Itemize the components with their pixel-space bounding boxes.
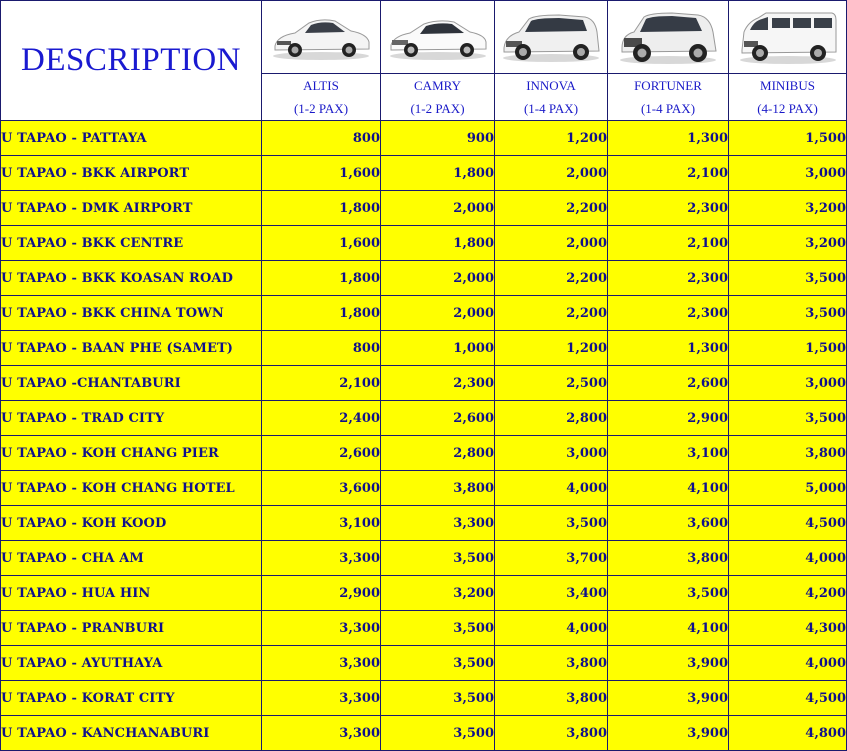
route-cell: U TAPAO - KOH CHANG PIER	[1, 436, 262, 471]
price-cell: 3,800	[495, 646, 608, 681]
price-cell: 1,800	[262, 261, 381, 296]
price-cell: 3,400	[495, 576, 608, 611]
price-cell: 2,100	[608, 226, 729, 261]
route-cell: U TAPAO - PATTAYA	[1, 121, 262, 156]
price-cell: 3,900	[608, 716, 729, 751]
price-cell: 3,800	[495, 681, 608, 716]
vehicle-capacity-altis: (1-2 PAX)	[262, 97, 381, 121]
price-cell: 2,000	[381, 191, 495, 226]
route-cell: U TAPAO - PRANBURI	[1, 611, 262, 646]
price-cell: 4,000	[729, 541, 847, 576]
price-cell: 1,800	[262, 191, 381, 226]
price-cell: 800	[262, 331, 381, 366]
table-row	[1, 121, 847, 156]
price-cell: 2,400	[262, 401, 381, 436]
route-cell: U TAPAO - TRAD CITY	[1, 401, 262, 436]
price-cell: 3,500	[381, 646, 495, 681]
table-row	[1, 611, 847, 646]
price-cell: 1,300	[608, 331, 729, 366]
table-row	[1, 156, 847, 191]
price-cell: 2,600	[381, 401, 495, 436]
price-cell: 2,800	[381, 436, 495, 471]
price-cell: 1,800	[381, 226, 495, 261]
price-cell: 2,000	[381, 261, 495, 296]
price-cell: 1,800	[381, 156, 495, 191]
price-cell: 4,000	[495, 471, 608, 506]
table-row	[1, 576, 847, 611]
price-cell: 2,300	[608, 261, 729, 296]
route-cell: U TAPAO - KORAT CITY	[1, 681, 262, 716]
price-cell: 3,000	[729, 156, 847, 191]
price-cell: 1,200	[495, 331, 608, 366]
vehicle-image-altis	[262, 1, 381, 74]
price-cell: 1,500	[729, 331, 847, 366]
price-cell: 3,500	[381, 541, 495, 576]
table-row	[1, 471, 847, 506]
table-row	[1, 681, 847, 716]
price-cell: 3,000	[495, 436, 608, 471]
price-cell: 4,100	[608, 611, 729, 646]
table-row	[1, 541, 847, 576]
price-cell: 2,900	[262, 576, 381, 611]
description-label: DESCRIPTION	[20, 42, 242, 78]
price-cell: 1,800	[262, 296, 381, 331]
price-cell: 3,300	[262, 681, 381, 716]
price-cell: 3,300	[262, 611, 381, 646]
price-cell: 2,300	[608, 191, 729, 226]
price-cell: 2,300	[381, 366, 495, 401]
price-cell: 3,900	[608, 681, 729, 716]
price-cell: 3,900	[608, 646, 729, 681]
price-cell: 2,600	[262, 436, 381, 471]
vehicle-name-altis: ALTIS	[262, 74, 381, 98]
price-cell: 2,600	[608, 366, 729, 401]
price-cell: 2,200	[495, 296, 608, 331]
price-cell: 3,800	[495, 716, 608, 751]
vehicle-capacity-fortuner: (1-4 PAX)	[608, 97, 729, 121]
vehicle-image-camry	[381, 1, 495, 74]
price-cell: 3,100	[608, 436, 729, 471]
price-cell: 3,500	[495, 506, 608, 541]
price-cell: 2,500	[495, 366, 608, 401]
sedan-white-icon	[381, 12, 494, 62]
price-cell: 3,700	[495, 541, 608, 576]
suv-white-icon	[608, 8, 728, 66]
price-cell: 1,600	[262, 156, 381, 191]
price-cell: 3,500	[381, 716, 495, 751]
price-cell: 3,500	[381, 611, 495, 646]
price-cell: 2,900	[608, 401, 729, 436]
vehicle-name-innova: INNOVA	[495, 74, 608, 98]
price-cell: 1,500	[729, 121, 847, 156]
price-cell: 2,800	[495, 401, 608, 436]
price-cell: 3,500	[729, 401, 847, 436]
table-row	[1, 331, 847, 366]
route-cell: U TAPAO - KANCHANABURI	[1, 716, 262, 751]
price-cell: 4,100	[608, 471, 729, 506]
price-cell: 3,300	[262, 541, 381, 576]
table-row	[1, 716, 847, 751]
price-cell: 1,600	[262, 226, 381, 261]
price-cell: 5,000	[729, 471, 847, 506]
price-cell: 1,300	[608, 121, 729, 156]
route-cell: U TAPAO - BKK CHINA TOWN	[1, 296, 262, 331]
table-row	[1, 191, 847, 226]
route-cell: U TAPAO - DMK AIRPORT	[1, 191, 262, 226]
route-cell: U TAPAO - HUA HIN	[1, 576, 262, 611]
table-row	[1, 226, 847, 261]
price-cell: 800	[262, 121, 381, 156]
price-cell: 3,200	[729, 191, 847, 226]
price-cell: 2,000	[495, 156, 608, 191]
route-cell: U TAPAO - AYUTHAYA	[1, 646, 262, 681]
price-cell: 3,300	[381, 506, 495, 541]
price-cell: 3,800	[729, 436, 847, 471]
price-cell: 2,000	[495, 226, 608, 261]
price-cell: 3,600	[262, 471, 381, 506]
price-cell: 2,100	[262, 366, 381, 401]
table-row	[1, 506, 847, 541]
price-cell: 2,200	[495, 261, 608, 296]
price-cell: 1,000	[381, 331, 495, 366]
route-cell: U TAPAO - BAAN PHE (SAMET)	[1, 331, 262, 366]
vehicle-capacity-camry: (1-2 PAX)	[381, 97, 495, 121]
description-header	[1, 1, 262, 121]
price-cell: 900	[381, 121, 495, 156]
price-cell: 3,100	[262, 506, 381, 541]
price-cell: 3,500	[381, 681, 495, 716]
price-cell: 3,600	[608, 506, 729, 541]
mpv-white-icon	[495, 10, 607, 64]
price-cell: 2,100	[608, 156, 729, 191]
price-cell: 4,300	[729, 611, 847, 646]
vehicle-image-fortuner	[608, 1, 729, 74]
price-cell: 4,200	[729, 576, 847, 611]
vehicle-image-innova	[495, 1, 608, 74]
price-cell: 3,300	[262, 646, 381, 681]
route-cell: U TAPAO - KOH KOOD	[1, 506, 262, 541]
table-row	[1, 646, 847, 681]
price-cell: 4,500	[729, 681, 847, 716]
route-cell: U TAPAO -CHANTABURI	[1, 366, 262, 401]
van-white-icon	[729, 8, 846, 66]
vehicle-capacity-minibus: (4-12 PAX)	[729, 97, 847, 121]
vehicle-name-minibus: MINIBUS	[729, 74, 847, 98]
route-cell: U TAPAO - KOH CHANG HOTEL	[1, 471, 262, 506]
route-cell: U TAPAO - BKK AIRPORT	[1, 156, 262, 191]
price-cell: 3,000	[729, 366, 847, 401]
price-cell: 4,000	[495, 611, 608, 646]
price-cell: 3,200	[381, 576, 495, 611]
price-cell: 2,000	[381, 296, 495, 331]
table-row	[1, 436, 847, 471]
table-row	[1, 261, 847, 296]
vehicle-name-fortuner: FORTUNER	[608, 74, 729, 98]
route-cell: U TAPAO - CHA AM	[1, 541, 262, 576]
price-cell: 3,500	[729, 261, 847, 296]
price-cell: 1,200	[495, 121, 608, 156]
route-cell: U TAPAO - BKK KOASAN ROAD	[1, 261, 262, 296]
price-cell: 3,800	[381, 471, 495, 506]
price-cell: 3,800	[608, 541, 729, 576]
price-cell: 3,200	[729, 226, 847, 261]
price-cell: 4,800	[729, 716, 847, 751]
price-cell: 4,000	[729, 646, 847, 681]
table-row	[1, 296, 847, 331]
sedan-white-icon	[262, 12, 380, 62]
vehicle-image-minibus	[729, 1, 847, 74]
price-cell: 2,200	[495, 191, 608, 226]
price-cell: 3,300	[262, 716, 381, 751]
table-row	[1, 366, 847, 401]
price-cell: 2,300	[608, 296, 729, 331]
table-row	[1, 401, 847, 436]
price-cell: 4,500	[729, 506, 847, 541]
route-cell: U TAPAO - BKK CENTRE	[1, 226, 262, 261]
price-cell: 3,500	[729, 296, 847, 331]
vehicle-capacity-innova: (1-4 PAX)	[495, 97, 608, 121]
vehicle-name-camry: CAMRY	[381, 74, 495, 98]
price-cell: 3,500	[608, 576, 729, 611]
